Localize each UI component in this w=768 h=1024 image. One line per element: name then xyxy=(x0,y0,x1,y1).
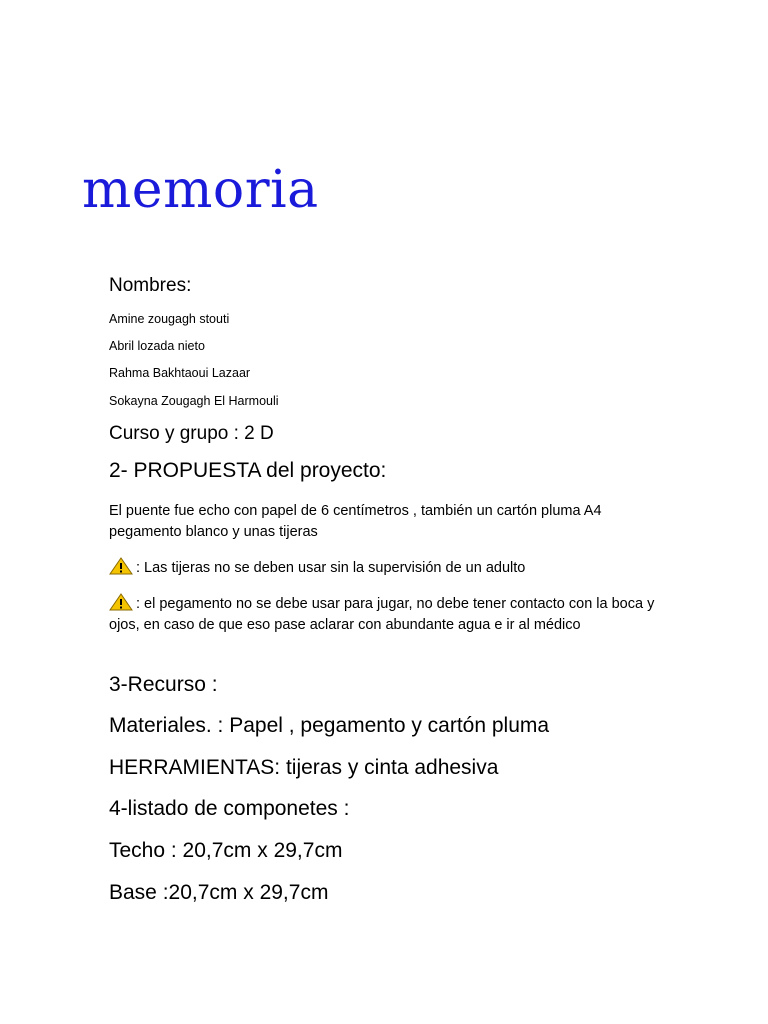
warning-row-pegamento xyxy=(109,593,669,636)
warning-text: : el pegamento no se debe usar para jugar, no debe tener contacto con la boca y ojos, en caso de que eso pase aclarar con abundante agua e ir al médico xyxy=(109,596,655,633)
herramientas-line: HERRAMIENTAS: tijeras y cinta adhesiva xyxy=(109,756,499,779)
materiales-line: Materiales. : Papel , pegamento y cartón pluma xyxy=(109,714,550,737)
propuesta-heading: 2- PROPUESTA del proyecto: xyxy=(109,459,387,482)
curso-grupo: Curso y grupo : 2 D xyxy=(109,423,274,444)
component-item: Base :20,7cm x 29,7cm xyxy=(109,881,329,904)
name-item: Abril lozada nieto xyxy=(109,339,205,353)
nombres-label: Nombres: xyxy=(109,275,192,296)
name-item: Sokayna Zougagh El Harmouli xyxy=(109,394,279,408)
propuesta-text: El puente fue echo con papel de 6 centímetros , también un cartón pluma A4 pegamento blanco y unas tijeras xyxy=(109,503,602,540)
warning-icon xyxy=(109,557,133,575)
warning-icon xyxy=(109,593,133,611)
name-item: Amine zougagh stouti xyxy=(109,312,230,326)
warning-row-tijeras xyxy=(109,557,669,579)
component-item: Techo : 20,7cm x 29,7cm xyxy=(109,839,343,862)
warning-text: : Las tijeras no se deben usar sin la supervisión de un adulto xyxy=(136,560,526,576)
document-title: memoria xyxy=(82,160,319,220)
recurso-heading: 3-Recurso : xyxy=(109,673,218,696)
listado-heading: 4-listado de componetes : xyxy=(109,797,350,820)
name-item: Rahma Bakhtaoui Lazaar xyxy=(109,366,251,380)
